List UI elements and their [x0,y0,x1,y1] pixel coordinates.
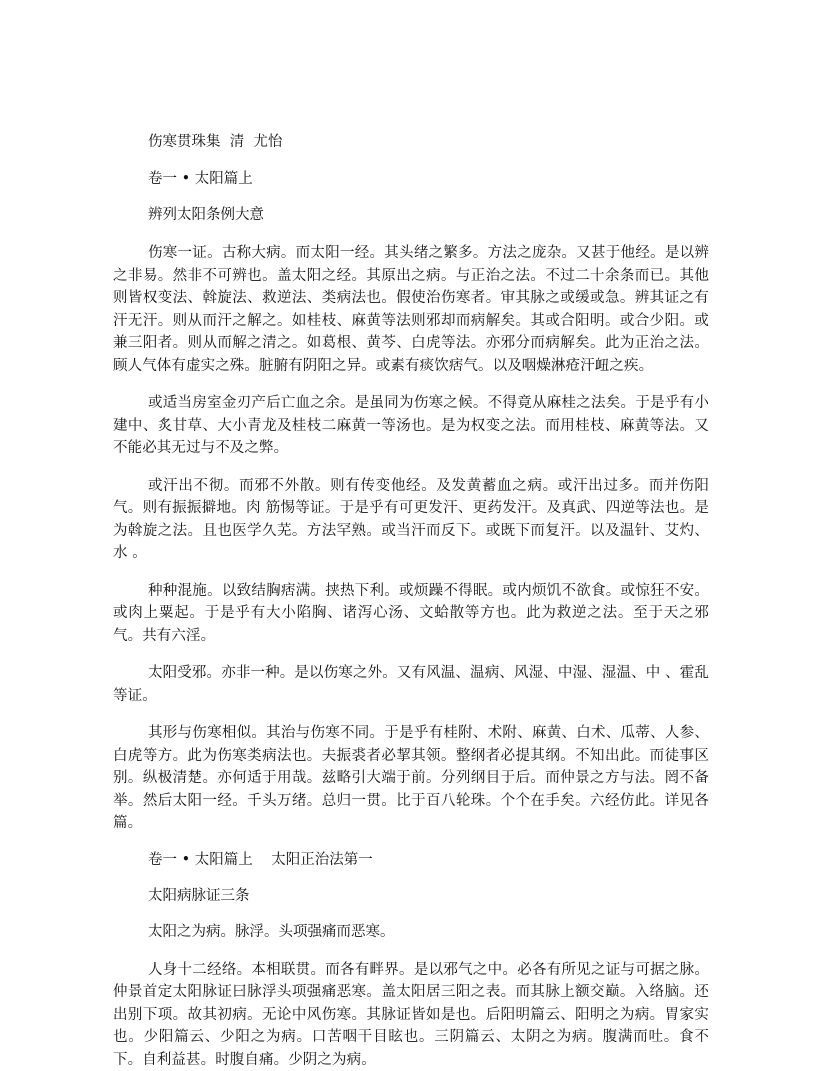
section-subtitle: 辨列太阳条例大意 [113,204,709,227]
paragraph-4: 种种混施。以致结胸痞满。挟热下利。或烦躁不得眠。或内烦饥不欲食。或惊狂不安。或肉上粟起。于是乎有大小陷胸、诸泻心汤、文蛤散等方也。此为救逆之法。至于天之邪气。共有六淫。 [113,580,709,648]
chapter-heading: 卷一 • 太阳篇上 太阳正治法第一 [113,849,709,872]
clause-heading: 太阳病脉证三条 [113,885,709,908]
volume-heading: 卷一 • 太阳篇上 [113,168,709,191]
paragraph-2: 或适当房室金刃产后亡血之余。是虽同为伤寒之候。不得竟从麻桂之法矣。于是乎有小建中、炙甘草、大小青龙及桂枝二麻黄一等汤也。是为权变之法。而用桂枝、麻黄等法。又不能必其无过与不及之弊。 [113,392,709,460]
clause-text: 太阳之为病。脉浮。头项强痛而恶寒。 [113,921,709,944]
commentary-paragraph: 人身十二经络。本相联贯。而各有畔界。是以邪气之中。必各有所见之证与可据之脉。仲景首定太阳脉证曰脉浮头项强痛恶寒。盖太阳居三阳之表。而其脉上额交巅。入络脑。还出别下项。故其初病。无论中风伤寒。其脉证皆如是也。后阳明篇云、阳明之为病。胃家实也。少阳篇云、少阳之为病。口苦咽干目眩也。三阴篇云、太阴之为病。腹满而吐。食不下。自利益甚。时腹自痛。少阴之为病。 [113,959,709,1071]
paragraph-5: 太阳受邪。亦非一种。是以伤寒之外。又有风温、温病、风湿、中湿、湿温、中 、霍乱等证。 [113,662,709,707]
book-title-line: 伤寒贯珠集 清 尤怡 [113,131,709,154]
paragraph-3: 或汗出不彻。而邪不外散。则有传变他经。及发黄蓄血之病。或汗出过多。而并伤阳气。则有振振擗地。肉 筋惕等证。于是乎有可更发汗、更药发汗。及真武、四逆等法也。是为斡旋之法。且也医学久芜。方法罕熟。或当汗而反下。或既下而复汗。以及温针、艾灼、水 。 [113,475,709,565]
document-page [113,131,709,1071]
paragraph-6: 其形与伤寒相似。其治与伤寒不同。于是乎有桂附、术附、麻黄、白术、瓜蒂、人参、白虎等方。此为伤寒类病法也。夫振裘者必挈其领。整纲者必提其纲。不知出此。而徒事区别。纵极清楚。亦何适于用哉。兹略引大端于前。分列纲目于后。而仲景之方与法。罔不备举。然后太阳一经。千头万绪。总归一贯。比于百八轮珠。个个在手矣。六经仿此。详见各篇。 [113,722,709,835]
paragraph-1: 伤寒一证。古称大病。而太阳一经。其头绪之繁多。方法之庞杂。又甚于他经。是以辨之非易。然非不可辨也。盖太阳之经。其原出之病。与正治之法。不过二十余条而已。其他则皆权变法、斡旋法、救逆法、类病法也。假使治伤寒者。审其脉之或缓或急。辨其证之有汗无汗。则从而汗之解之。如桂枝、麻黄等法则邪却而病解矣。其或合阳明。或合少阳。或兼三阳者。则从而解之清之。如葛根、黄芩、白虎等法。亦邪分而病解矣。此为正治之法。顾人气体有虚实之殊。脏腑有阴阳之异。或素有痰饮痞气。以及咽燥淋疮汗衄之疾。 [113,242,709,377]
